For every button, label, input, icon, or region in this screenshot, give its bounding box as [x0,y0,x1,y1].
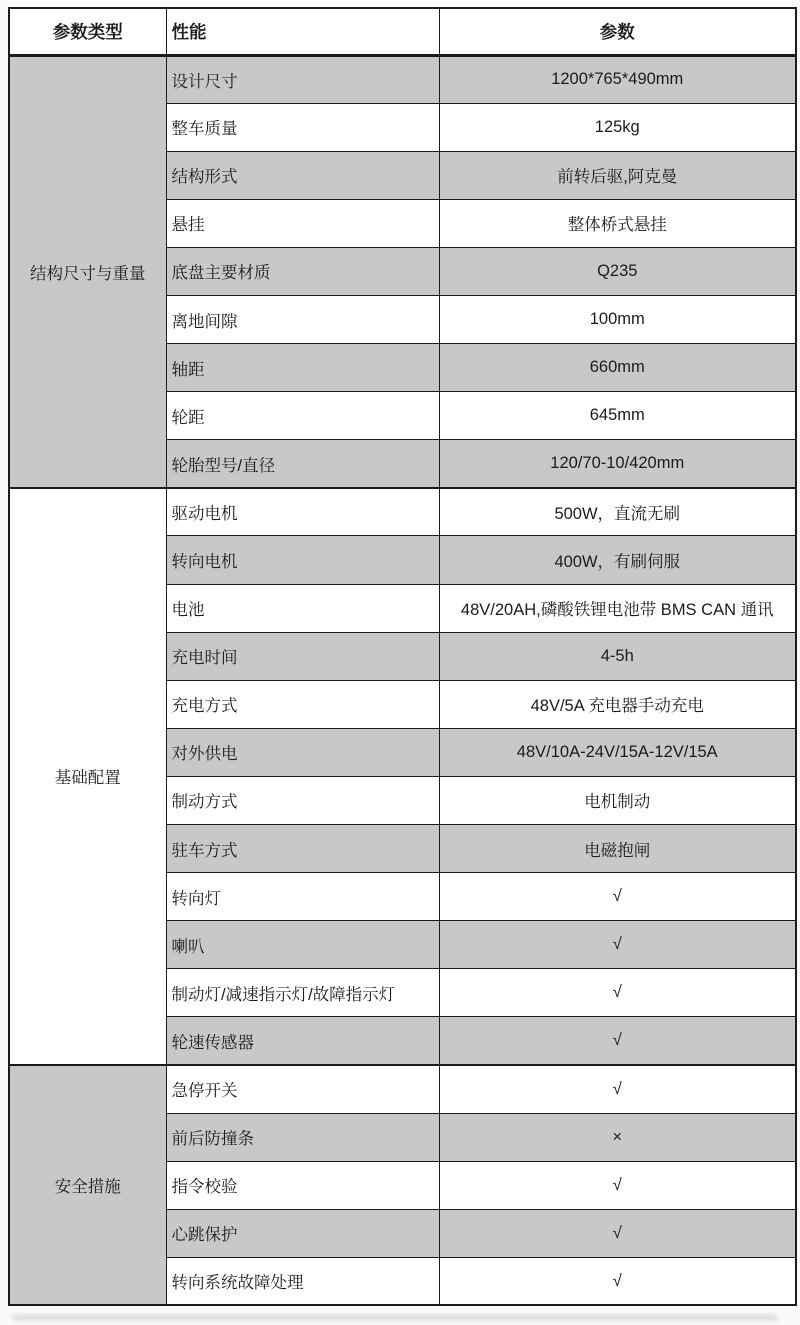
spec-label-cell: 轮速传感器 [166,1017,439,1065]
spec-value-cell: 前转后驱,阿克曼 [439,151,796,199]
spec-label-cell: 急停开关 [166,1065,439,1113]
spec-label-cell: 悬挂 [166,199,439,247]
spec-label-cell: 轮距 [166,392,439,440]
category-cell: 结构尺寸与重量 [9,55,166,488]
spec-label-cell: 对外供电 [166,728,439,776]
spec-label-cell: 整车质量 [166,103,439,151]
spec-label-cell: 制动灯/减速指示灯/故障指示灯 [166,969,439,1017]
spec-value-cell: × [439,1113,796,1161]
spec-label-cell: 制动方式 [166,776,439,824]
spec-value-cell: 100mm [439,295,796,343]
spec-label-cell: 结构形式 [166,151,439,199]
table-row [9,55,796,103]
spec-value-cell: 645mm [439,392,796,440]
spec-label-cell: 喇叭 [166,921,439,969]
spec-value-cell: 660mm [439,344,796,392]
spec-label-cell: 前后防撞条 [166,1113,439,1161]
spec-label-cell: 转向灯 [166,873,439,921]
spec-table-body [9,55,796,1305]
cropped-content-strip [12,1314,778,1321]
spec-value-cell: 48V/20AH,磷酸铁锂电池带 BMS CAN 通讯 [439,584,796,632]
spec-value-cell: 电磁抱闸 [439,825,796,873]
header-param-type: 参数类型 [9,8,166,55]
spec-value-cell: 1200*765*490mm [439,55,796,103]
spec-value-cell: 4-5h [439,632,796,680]
spec-table [8,7,797,1306]
spec-label-cell: 转向系统故障处理 [166,1257,439,1305]
spec-value-cell: 48V/10A-24V/15A-12V/15A [439,728,796,776]
spec-label-cell: 底盘主要材质 [166,247,439,295]
spec-label-cell: 驻车方式 [166,825,439,873]
table-row [9,488,796,536]
spec-label-cell: 指令校验 [166,1161,439,1209]
spec-value-cell: 48V/5A 充电器手动充电 [439,680,796,728]
spec-label-cell: 轴距 [166,344,439,392]
spec-value-cell: √ [439,1161,796,1209]
spec-value-cell: 整体桥式悬挂 [439,199,796,247]
spec-label-cell: 充电时间 [166,632,439,680]
spec-value-cell: √ [439,921,796,969]
spec-value-cell: 120/70-10/420mm [439,440,796,488]
spec-label-cell: 转向电机 [166,536,439,584]
spec-value-cell: 电机制动 [439,776,796,824]
table-header-row [9,8,796,55]
spec-value-cell: Q235 [439,247,796,295]
spec-label-cell: 驱动电机 [166,488,439,536]
spec-value-cell: 125kg [439,103,796,151]
spec-value-cell: √ [439,1017,796,1065]
spec-label-cell: 离地间隙 [166,295,439,343]
spec-label-cell: 设计尺寸 [166,55,439,103]
spec-value-cell: √ [439,1257,796,1305]
spec-value-cell: 500W，直流无刷 [439,488,796,536]
category-cell: 基础配置 [9,488,166,1065]
spec-value-cell: √ [439,1209,796,1257]
table-row [9,1065,796,1113]
spec-label-cell: 电池 [166,584,439,632]
spec-value-cell: √ [439,969,796,1017]
spec-label-cell: 充电方式 [166,680,439,728]
spec-value-cell: √ [439,1065,796,1113]
spec-table-container [8,7,797,1306]
spec-label-cell: 轮胎型号/直径 [166,440,439,488]
header-performance: 性能 [166,8,439,55]
category-cell: 安全措施 [9,1065,166,1305]
header-parameter: 参数 [439,8,796,55]
spec-value-cell: 400W，有刷伺服 [439,536,796,584]
spec-value-cell: √ [439,873,796,921]
spec-label-cell: 心跳保护 [166,1209,439,1257]
